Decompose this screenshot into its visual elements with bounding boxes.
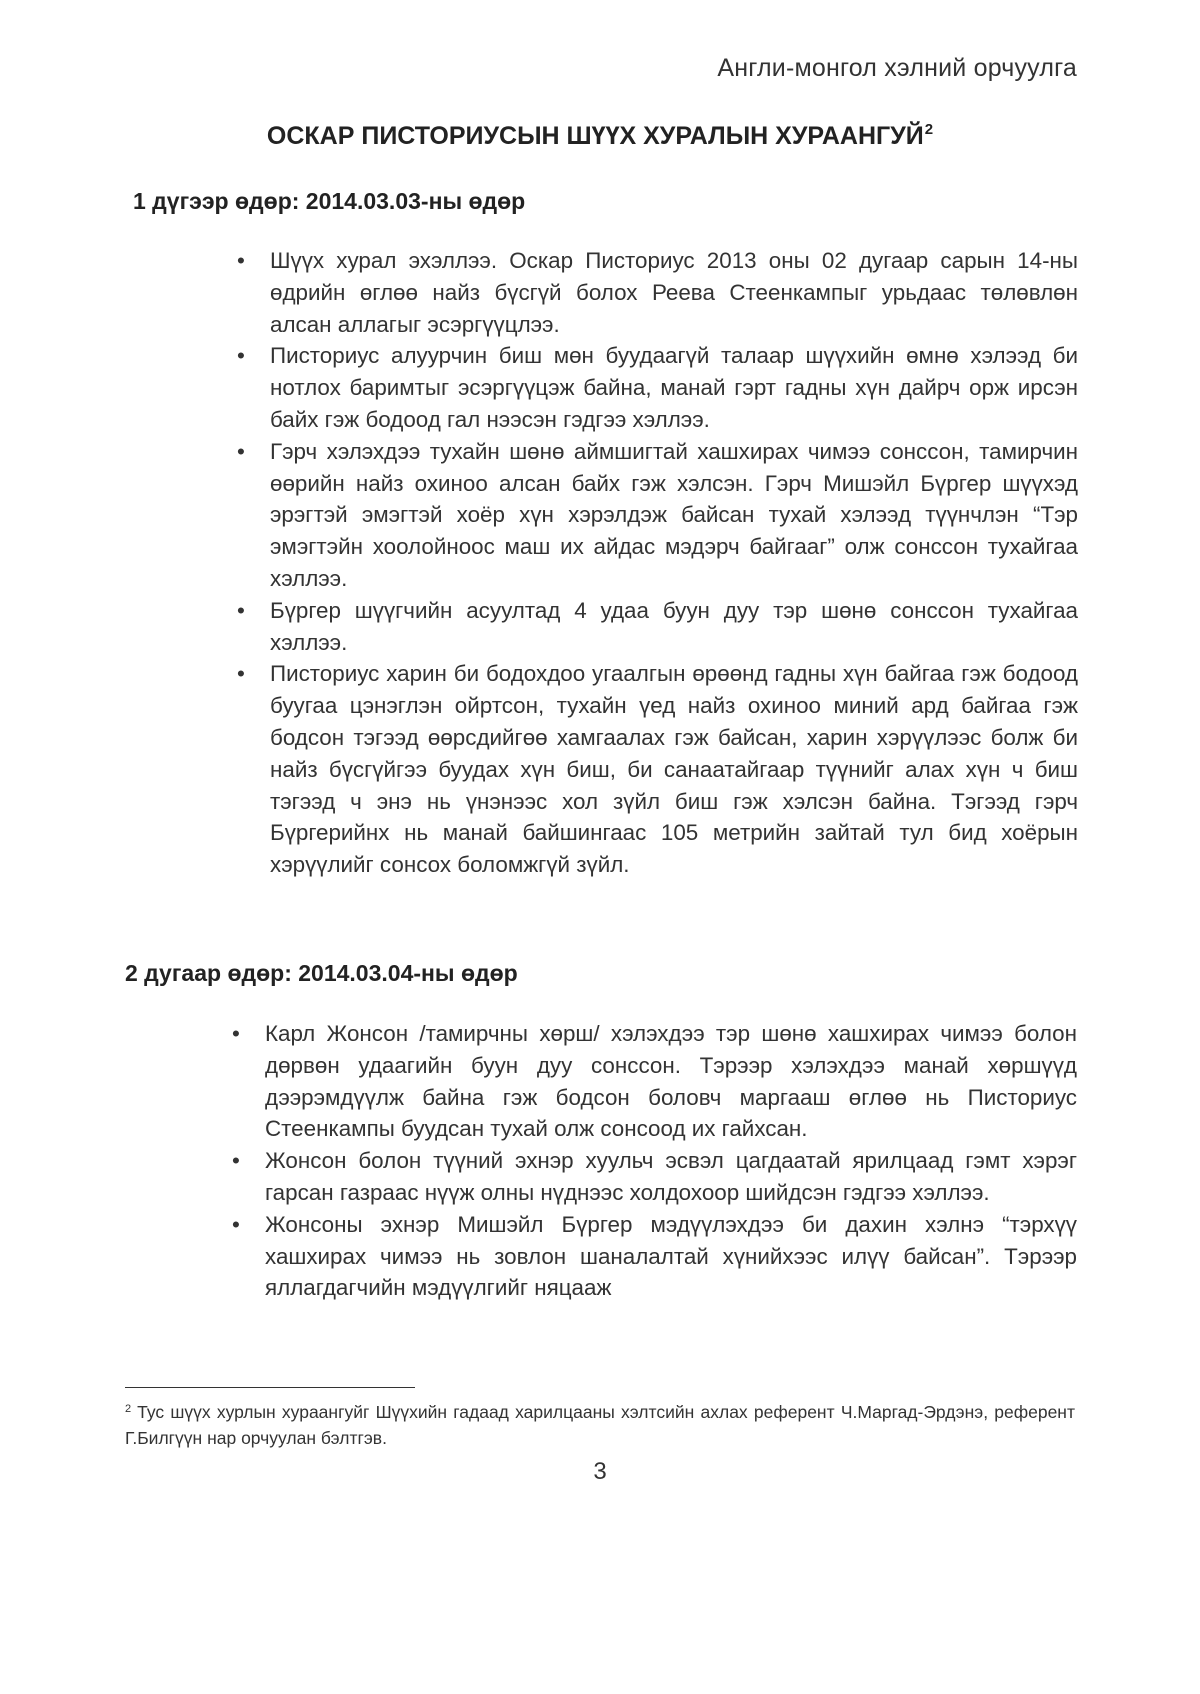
bullet-list-day-1 — [270, 245, 1078, 881]
footnote-text: Тус шүүх хурлын хураангуйг Шүүхийн гадаад харилцааны хэлтсийн ахлах референт Ч.Маргад-Эрдэнэ, референт Г.Билгүүн нар орчуулан бэлтгэв. — [125, 1402, 1075, 1448]
list-item: • Карл Жонсон /тамирчны хөрш/ хэлэхдээ тэр шөнө хашхирах чимээ болон дөрвөн удаагийн буун дуу сонссон. Тэрээр хэлэхдээ манай хөршүүд дээрэмдүүлж байна гэж бодсон боловч маргааш өглөө нь Писториус Стеенкампы буудсан тухай олж сонсоод их гайхсан. — [265, 1018, 1077, 1145]
page-number: 3 — [593, 1458, 607, 1485]
list-item: • Жонсоны эхнэр Мишэйл Бүргер мэдүүлэхдээ би дахин хэлнэ “тэрхүү хашхирах чимээ нь зовлон шаналалтай хүнийхээс илүү байсан”. Тэрээр яллагдагчийн мэдүүлгийг няцааж — [265, 1209, 1077, 1304]
list-item: • Писториус алуурчин биш мөн буудаагүй талаар шүүхийн өмнө хэлээд би нотлох баримтыг эсэргүүцэж байна, манай гэрт гадны хүн дайрч орж ирсэн байх гэж бодоод гал нээсэн гэдгээ хэллээ. — [270, 340, 1078, 435]
document-title-text: ОСКАР ПИСТОРИУСЫН ШҮҮХ ХУРАЛЫН ХУРААНГУЙ — [266, 122, 924, 150]
list-item: • Бүргер шүүгчийн асуултад 4 удаа буун дуу тэр шөнө сонссон тухайгаа хэллээ. — [270, 595, 1078, 659]
document-title — [0, 121, 1200, 151]
bullet-list-day-2 — [265, 1018, 1077, 1304]
list-item: • Жонсон болон түүний эхнэр хуульч эсвэл цагдаатай ярилцаад гэмт хэрэг гарсан газраас нүүж олны нүднээс холдохоор шийдсэн гэдгээ хэллээ. — [265, 1145, 1077, 1209]
footnote — [125, 1396, 1075, 1451]
list-item: • Гэрч хэлэхдээ тухайн шөнө аймшигтай хашхирах чимээ сонссон, тамирчин өөрийн найз охиноо алсан байх гэж хэлсэн. Гэрч Мишэйл Бүргер шүүхэд эрэгтэй эмэгтэй хоёр хүн хэрэлдэж байсан тухай хэлээд түүнчлэн “Тэр эмэгтэйн хоолойноос маш их айдас мэдэрч байгааг” олж сонссон тухайгаа хэллээ. — [270, 436, 1078, 595]
title-footnote-ref: 2 — [924, 121, 934, 138]
section-heading-day-1: 1 дүгээр өдөр: 2014.03.03-ны өдөр — [133, 188, 526, 214]
footnote-marker: 2 — [125, 1403, 132, 1415]
running-header: Англи-монгол хэлний орчуулга — [717, 54, 1077, 82]
list-item: • Шүүх хурал эхэллээ. Оскар Писториус 2013 оны 02 дугаар сарын 14-ны өдрийн өглөө найз бүсгүй болох Реева Стеенкампыг урьдаас төлөвлөн алсан аллагыг эсэргүүцлээ. — [270, 245, 1078, 340]
footnote-divider — [125, 1387, 415, 1388]
list-item: • Писториус харин би бодохдоо угаалгын өрөөнд гадны хүн байгаа гэж бодоод буугаа цэнэглэн ойртсон, тухайн үед найз охиноо миний ард байгаа гэж бодсон тэгээд өөрсдийгөө хамгаалах гэж байсан, харин хэрүүлээс болж би найз бүсгүйгээ буудах хүн биш, би санаатайгаар түүнийг алах хүн ч биш тэгээд ч энэ нь үнэнээс хол зүйл биш гэж хэлсэн байна. Тэгээд гэрч Бүргерийнх нь манай байшингаас 105 метрийн зайтай тул бид хоёрын хэрүүлийг сонсох боломжгүй зүйл. — [270, 658, 1078, 881]
section-heading-day-2: 2 дугаар өдөр: 2014.03.04-ны өдөр — [125, 960, 518, 986]
